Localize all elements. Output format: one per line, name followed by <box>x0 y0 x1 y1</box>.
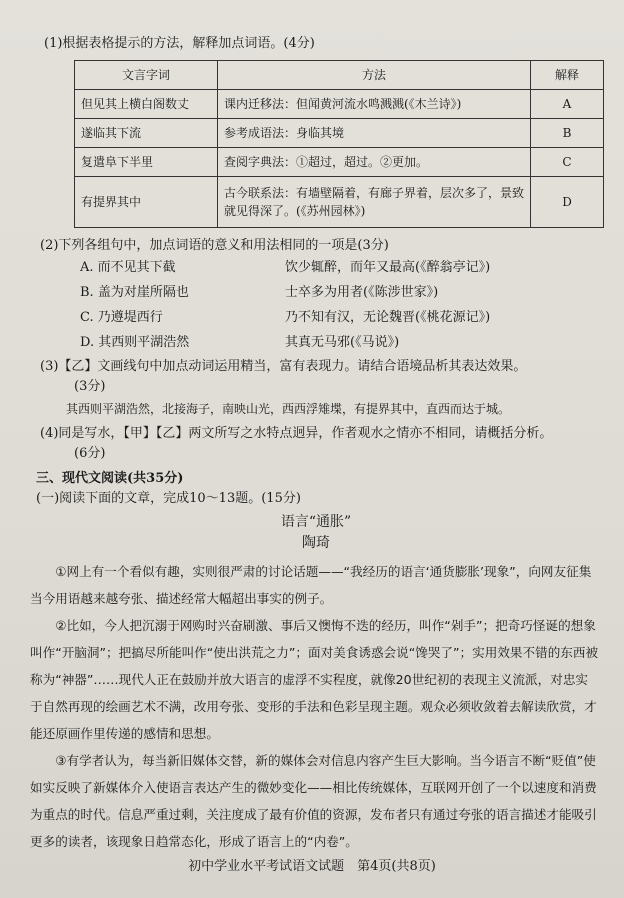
answer-cell: C <box>531 147 604 176</box>
article-paragraph-2: ②比如，今人把沉溺于网购时兴奋刷激、事后又懊悔不迭的经历，叫作“剁手”；把奇巧怪诞的想象叫作“开脑洞”；把搞尽所能叫作“使出洪荒之力”；面对美食诱惑会说“馋哭了”；实用效果不错的东西被称为“神器”……现代人正在鼓励并放大语言的虚浮不实程度，就像20世纪初的表现主义流派，对忠实于自然再现的绘画艺术不满，改用夸张、变形的手法和色彩呈现主题。观众必须收敛着去解读欣赏，才能还原画作里传递的感情和思想。 <box>30 618 599 741</box>
word-cell: 遂临其下流 <box>75 118 218 147</box>
option-right: 士卒多为用者(《陈涉世家》) <box>285 285 439 300</box>
option-right: 饮少辄醉，而年又最高(《醉翁亭记》) <box>285 260 491 275</box>
question-4-points: (6分) <box>74 445 106 461</box>
method-cell: 参考成语法：身临其境 <box>218 118 531 147</box>
question-3-text: (3)【乙】文画线句中加点动词运用精当，富有表现力。请结合语境品析其表达效果。 <box>40 359 527 374</box>
word-cell: 复遣阜下半里 <box>75 147 218 176</box>
page-footer: 初中学业水平考试语文试题 第4页(共8页) <box>188 858 436 874</box>
article-paragraph-1: ①网上有一个看似有趣，实则很严肃的讨论话题——“我经历的语言‘通货膨胀’现象”，向网友征集当今用语越来越夸张、描述经常大幅超出事实的例子。 <box>30 564 592 606</box>
article-title: 语言“通胀” <box>280 514 352 530</box>
article-author: 陶琦 <box>302 535 330 551</box>
table-row <box>75 147 604 176</box>
question-3-quote: 其西则平湖浩然，北接海子，南映山光，西西浮雉堞，有提界其中，直西而达于城。 <box>66 402 511 416</box>
table-row <box>75 118 604 147</box>
answer-cell: B <box>531 118 604 147</box>
option-row <box>80 330 602 355</box>
question-1-intro: (1)根据表格提示的方法，解释加点词语。(4分) <box>44 36 315 51</box>
word-cell: 有提界其中 <box>75 176 218 227</box>
option-row <box>80 255 602 280</box>
section-title: 三、现代文阅读(共35分) <box>36 471 184 486</box>
option-right: 其真无马邪(《马说》) <box>285 335 400 350</box>
table-row <box>75 89 604 118</box>
question-4-text: (4)同是写水，【甲】【乙】两文所写之水特点迥异，作者观水之情亦不相同，请概括分析。 <box>40 426 553 441</box>
question-2-intro: (2)下列各组句中，加点词语的意义和用法相同的一项是(3分) <box>40 237 389 253</box>
header-method: 方法 <box>218 60 531 89</box>
header-answer: 解释 <box>531 60 604 89</box>
method-cell: 查阅字典法：①超过，超过。②更加。 <box>218 147 531 176</box>
option-row <box>80 305 602 330</box>
header-word: 文言字词 <box>75 60 218 89</box>
method-table <box>74 60 604 228</box>
option-row <box>80 280 602 305</box>
table-row <box>75 176 604 227</box>
option-right: 乃不知有汉，无论魏晋(《桃花源记》) <box>285 310 491 325</box>
section-subtitle: (一)阅读下面的文章，完成10～13题。(15分) <box>36 490 301 506</box>
option-left: D. 其西则平湖浩然 <box>80 335 190 350</box>
article-paragraph-3: ③有学者认为，每当新旧媒体交替，新的媒体会对信息内容产生巨大影响。当今语言不断“贬值”使如实反映了新媒体介入使语言表达产生的微妙变化——相比传统媒体，互联网开创了一个以速度和消费为重点的时代。信息严重过剩，关注度成了最有价值的资源，发布者只有通过夸张的语言描述才能吸引更多的读者，该现象日趋常态化，形成了语言上的“内卷”。 <box>30 753 597 849</box>
question-3-points: (3分) <box>74 378 106 394</box>
option-left: B. 盖为对崖所隔也 <box>80 285 189 300</box>
answer-cell: D <box>531 176 604 227</box>
option-left: A. 而不见其下截 <box>80 260 176 275</box>
option-left: C. 乃遵堤西行 <box>80 310 163 325</box>
method-cell: 课内迁移法：但闻黄河流水鸣溅溅(《木兰诗》) <box>218 89 531 118</box>
method-cell: 古今联系法：有墙壁隔着，有廊子界着，层次多了，景致就见得深了。(《苏州园林》) <box>218 176 531 227</box>
word-cell: 但见其上横白阁数丈 <box>75 89 218 118</box>
table-header-row <box>75 60 604 89</box>
answer-cell: A <box>531 89 604 118</box>
